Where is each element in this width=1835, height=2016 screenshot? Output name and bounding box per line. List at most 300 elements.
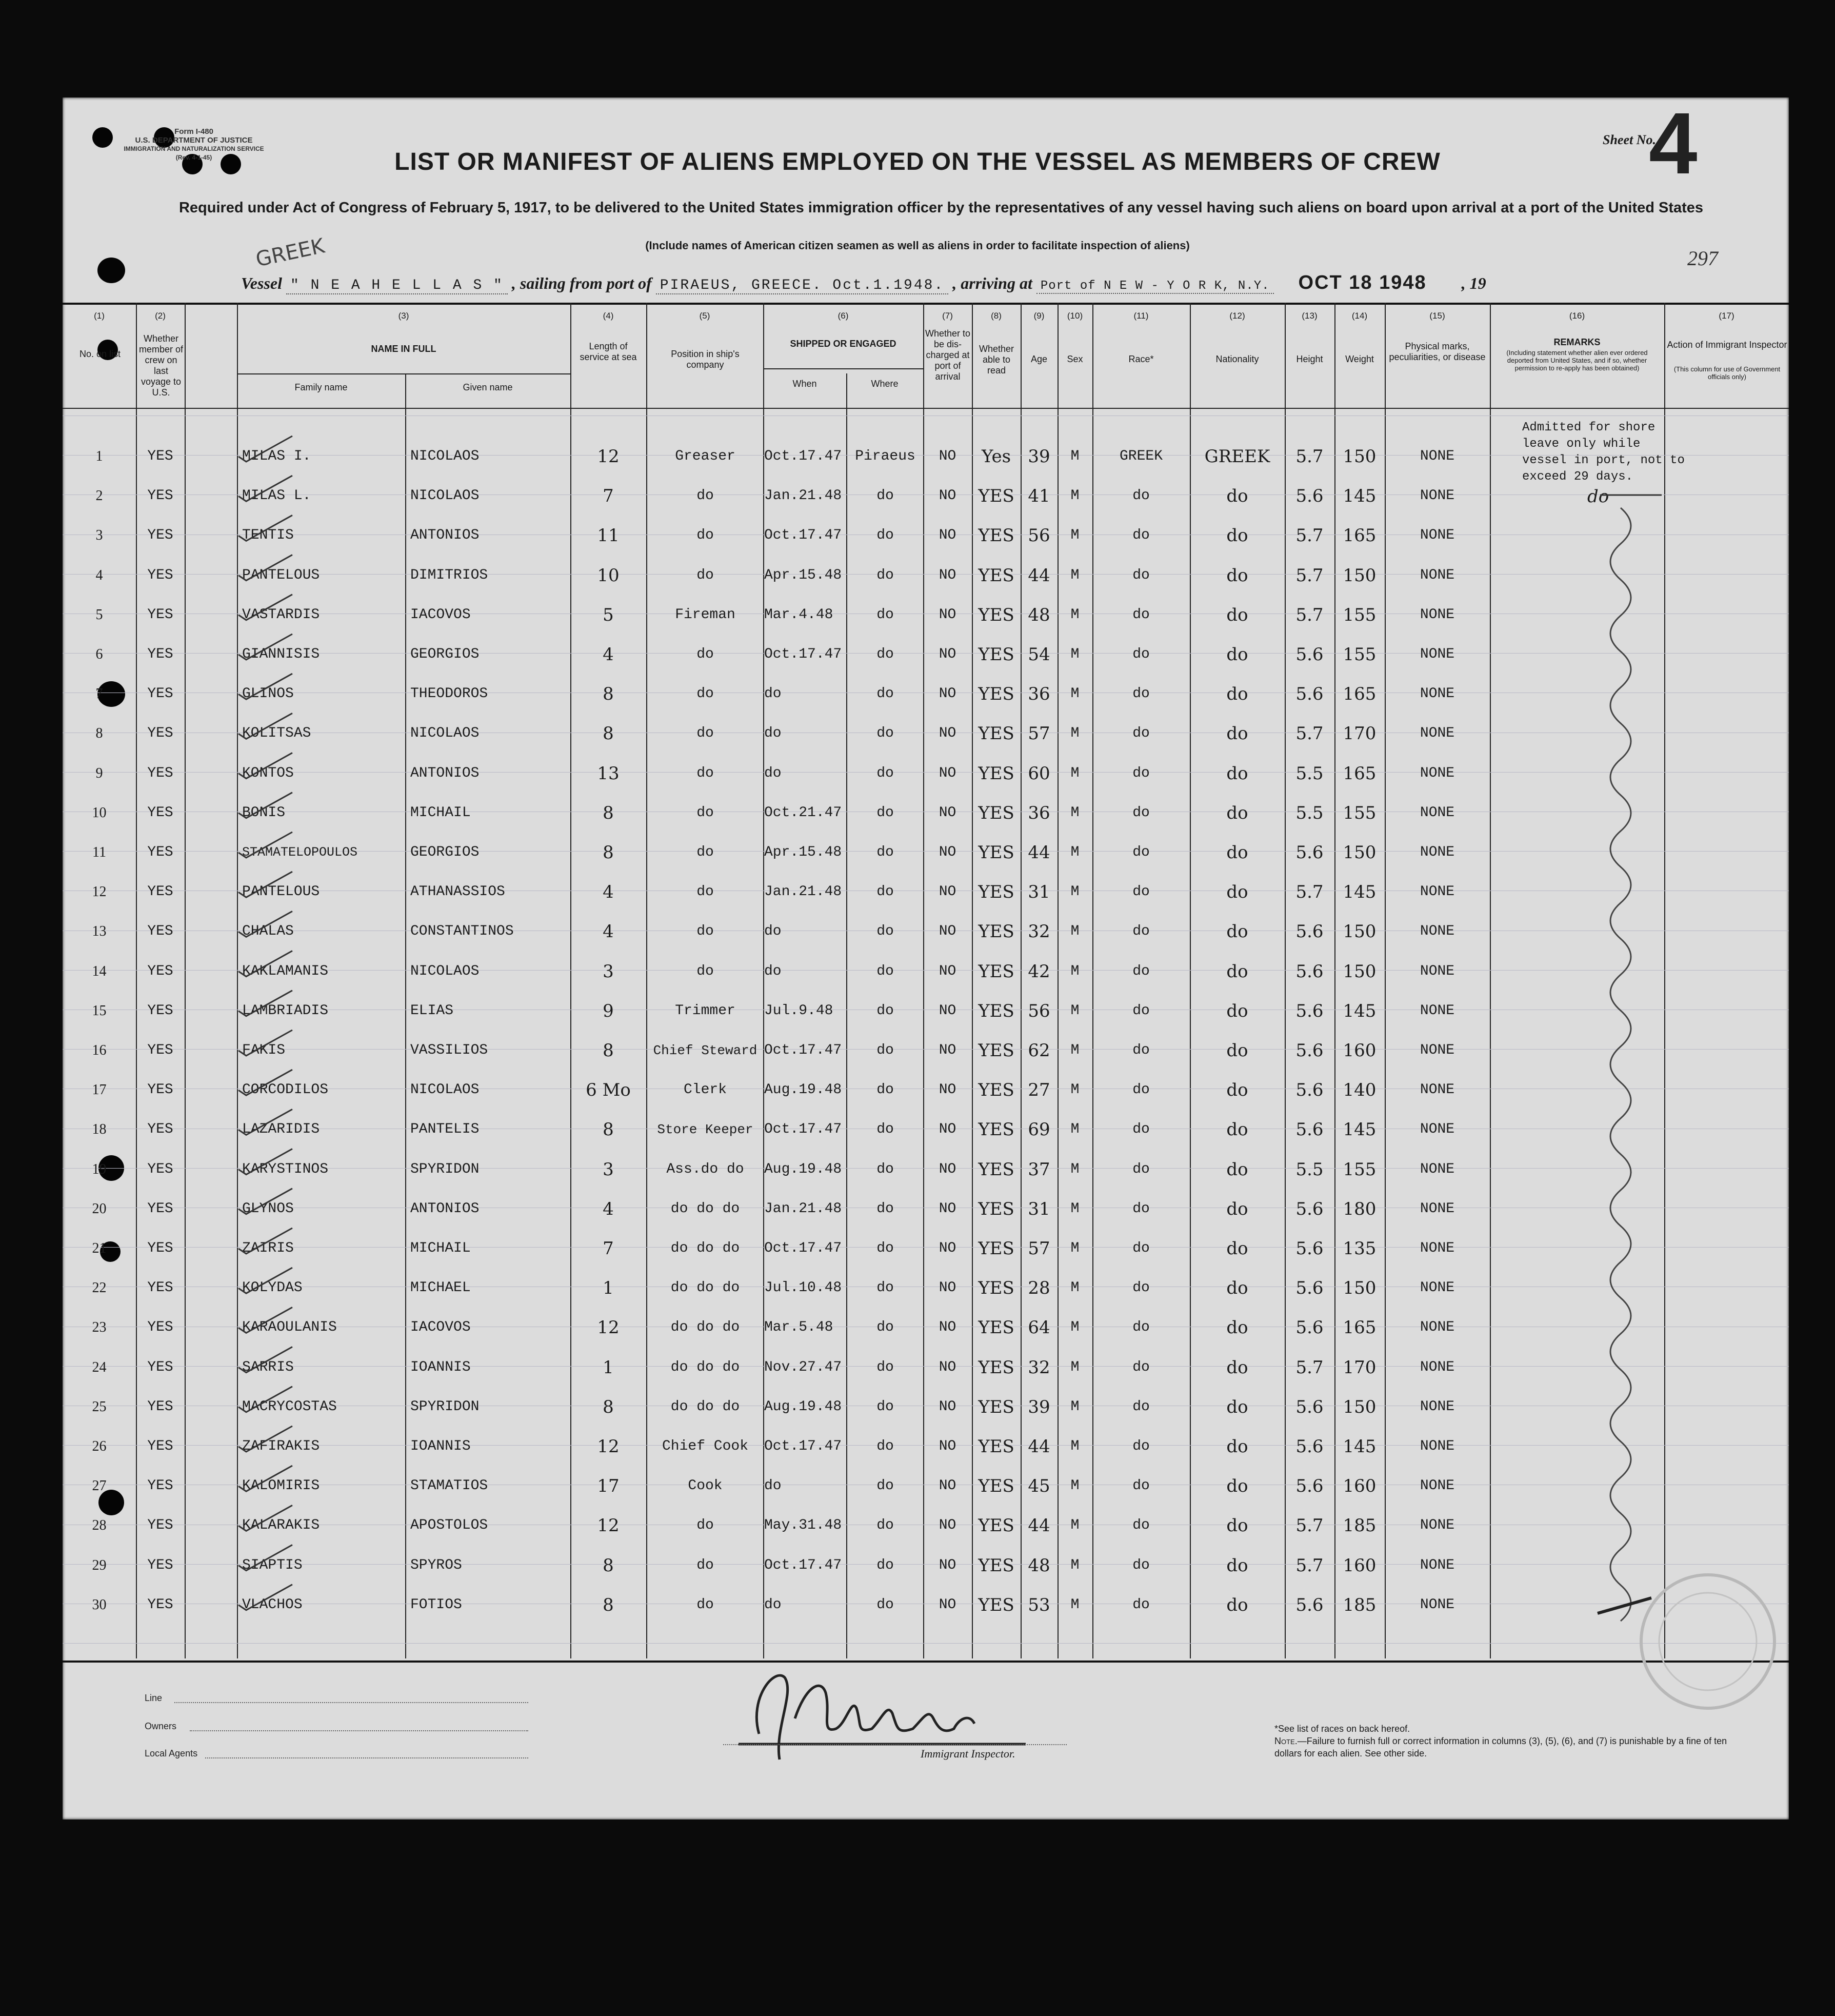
check-mark — [238, 1149, 292, 1175]
cell-last-voyage: YES — [147, 765, 173, 781]
cell-given-name: NICOLAOS — [410, 448, 480, 464]
cell-discharged: NO — [939, 804, 956, 821]
column-header-length-service: Length of service at sea — [580, 341, 637, 362]
column-header-c7-num: (7) — [942, 311, 953, 321]
cell-shipped-when: Aug.19.48 — [764, 1082, 842, 1098]
cell-last-voyage: YES — [147, 1082, 173, 1098]
cell-given-name: CONSTANTINOS — [410, 923, 514, 940]
cell-list-number: 1 — [95, 448, 103, 464]
column-header-height: Height — [1296, 354, 1323, 364]
cell-list-number: 6 — [95, 646, 103, 662]
cell-last-voyage: YES — [147, 567, 173, 583]
cell-able-to-read: YES — [978, 723, 1014, 744]
column-header-age: Age — [1030, 354, 1048, 364]
cell-discharged: NO — [939, 1319, 956, 1336]
cell-list-number: 18 — [92, 1121, 107, 1138]
cell-service-length: 8 — [603, 1594, 614, 1615]
cell-age: 57 — [1028, 723, 1050, 744]
cell-shipped-when: Oct.17.47 — [764, 1557, 842, 1573]
check-mark — [238, 951, 292, 977]
column-header-c10-num: (10) — [1067, 311, 1083, 321]
cell-list-number: 28 — [92, 1517, 107, 1534]
cell-able-to-read: YES — [978, 763, 1014, 784]
check-mark — [238, 832, 292, 858]
cell-position: do — [696, 884, 714, 900]
cell-family-name: GIANNISIS — [242, 646, 320, 662]
cell-given-name: SPYROS — [410, 1557, 462, 1573]
column-header-c9-num: (9) — [1033, 311, 1045, 321]
cell-given-name: THEODOROS — [410, 686, 488, 702]
cell-shipped-when: Jul.10.48 — [764, 1280, 842, 1296]
cell-shipped-where: do — [876, 1478, 894, 1494]
cell-race: do — [1132, 1398, 1150, 1415]
cell-list-number: 7 — [95, 686, 103, 702]
cell-height: 5.6 — [1295, 1317, 1324, 1338]
cell-list-number: 14 — [92, 963, 107, 979]
cell-height: 5.5 — [1295, 802, 1324, 823]
cell-age: 54 — [1028, 644, 1050, 665]
cell-service-length: 4 — [603, 1198, 614, 1219]
cell-height: 5.6 — [1295, 1000, 1324, 1021]
cell-family-name: KALOMIRIS — [242, 1478, 320, 1494]
remark-ditto: do — [1587, 486, 1609, 507]
check-mark — [238, 911, 292, 937]
cell-age: 32 — [1028, 1357, 1050, 1378]
cell-position: do — [696, 923, 714, 940]
cell-given-name: APOSTOLOS — [410, 1517, 488, 1534]
cell-shipped-when: Aug.19.48 — [764, 1161, 842, 1177]
cell-shipped-where: do — [876, 804, 894, 821]
cell-shipped-when: do — [764, 1478, 782, 1494]
cell-height: 5.6 — [1295, 1238, 1324, 1259]
cell-race: do — [1132, 804, 1150, 821]
column-header-no-on-list: No. on list — [79, 349, 121, 359]
cell-position: do — [696, 1557, 714, 1573]
cell-last-voyage: YES — [147, 686, 173, 702]
cell-shipped-where: do — [876, 725, 894, 742]
cell-shipped-when: do — [764, 725, 782, 742]
column-header-c17-num: (17) — [1719, 311, 1734, 321]
cell-nationality: do — [1226, 1555, 1248, 1576]
cell-given-name: STAMATIOS — [410, 1478, 488, 1494]
cell-service-length: 8 — [603, 1396, 614, 1417]
cell-given-name: IOANNIS — [410, 1438, 471, 1454]
cell-shipped-when: Oct.17.47 — [764, 527, 842, 544]
cell-height: 5.7 — [1295, 1357, 1324, 1378]
form-identifier: Form I-480 U.S. DEPARTMENT OF JUSTICE IMMIGRATION AND NATURALIZATION SERVICE (Rev. 4-1-45) — [124, 127, 264, 161]
cell-family-name: BONIS — [242, 804, 286, 821]
vessel-name: " N E A H E L L A S " — [286, 278, 508, 294]
column-header-action-sub: (This column for use of Government officials only) — [1673, 365, 1781, 381]
cell-weight: 150 — [1343, 961, 1377, 982]
cell-weight: 170 — [1343, 723, 1377, 744]
cell-physical-marks: NONE — [1420, 1517, 1455, 1534]
cell-sex: M — [1070, 527, 1080, 544]
cell-position: do do do — [670, 1359, 740, 1375]
cell-shipped-where: do — [876, 567, 894, 583]
cell-last-voyage: YES — [147, 963, 173, 979]
cell-list-number: 19 — [92, 1161, 107, 1177]
cell-position: do — [696, 1517, 714, 1534]
cell-able-to-read: YES — [978, 961, 1014, 982]
column-header-remarks: REMARKS — [1553, 337, 1601, 347]
cell-last-voyage: YES — [147, 1200, 173, 1217]
cell-family-name: KOLITSAS — [242, 725, 311, 742]
cell-physical-marks: NONE — [1420, 1557, 1455, 1573]
cell-position: do — [696, 725, 714, 742]
cell-shipped-where: do — [876, 1280, 894, 1296]
cell-physical-marks: NONE — [1420, 1240, 1455, 1256]
cell-height: 5.7 — [1295, 723, 1324, 744]
cell-race: do — [1132, 1161, 1150, 1177]
cell-position: do — [696, 765, 714, 781]
column-header-weight: Weight — [1345, 354, 1374, 364]
cell-weight: 165 — [1343, 684, 1377, 705]
cell-family-name: MILAS I. — [242, 448, 311, 464]
cell-age: 39 — [1028, 446, 1050, 467]
cell-position: do do do — [670, 1240, 740, 1256]
check-mark — [238, 991, 292, 1016]
cell-given-name: GEORGIOS — [410, 844, 480, 860]
cell-given-name: NICOLAOS — [410, 725, 480, 742]
cell-age: 53 — [1028, 1594, 1050, 1615]
cell-last-voyage: YES — [147, 1398, 173, 1415]
cell-weight: 150 — [1343, 842, 1377, 863]
cell-able-to-read: YES — [978, 1357, 1014, 1378]
cell-service-length: 12 — [597, 446, 620, 467]
cell-race: do — [1132, 488, 1150, 504]
cell-position: do — [696, 804, 714, 821]
cell-last-voyage: YES — [147, 1280, 173, 1296]
cell-age: 31 — [1028, 882, 1050, 903]
cell-position: Store Keeper — [657, 1122, 753, 1138]
cell-shipped-when: Jan.21.48 — [764, 884, 842, 900]
cell-list-number: 26 — [92, 1438, 107, 1454]
check-mark — [238, 1545, 292, 1571]
check-mark — [238, 1189, 292, 1214]
cell-family-name: LAMBRIADIS — [242, 1002, 329, 1019]
cell-nationality: do — [1226, 723, 1248, 744]
cell-service-length: 8 — [603, 842, 614, 863]
cell-list-number: 15 — [92, 1002, 107, 1019]
cell-race: do — [1132, 884, 1150, 900]
cell-shipped-where: do — [876, 1082, 894, 1098]
cell-list-number: 13 — [92, 923, 107, 940]
cell-shipped-where: do — [876, 963, 894, 979]
cell-discharged: NO — [939, 1280, 956, 1296]
cell-physical-marks: NONE — [1420, 1002, 1455, 1019]
port-from: PIRAEUS, GREECE. Oct.1.1948. — [656, 278, 948, 294]
immigrant-inspector-label: Immigrant Inspector. — [921, 1747, 1015, 1760]
cell-height: 5.6 — [1295, 961, 1324, 982]
cell-able-to-read: YES — [978, 565, 1014, 586]
remark-shore-leave: Admitted for shore leave only while vessel in port, not to exceed 29 days. — [1522, 421, 1685, 484]
cell-height: 5.7 — [1295, 446, 1324, 467]
column-header-race: Race* — [1128, 354, 1154, 364]
cell-shipped-where: do — [876, 1438, 894, 1454]
column-header-where: Where — [871, 379, 899, 389]
cell-discharged: NO — [939, 1240, 956, 1256]
cell-weight: 160 — [1343, 1555, 1377, 1576]
cell-shipped-where: do — [876, 1002, 894, 1019]
cell-service-length: 11 — [597, 525, 620, 546]
cell-family-name: PANTELOUS — [242, 567, 320, 583]
cell-family-name: SIAPTIS — [242, 1557, 303, 1573]
cell-service-length: 3 — [603, 1159, 614, 1180]
crew-table — [63, 303, 1789, 1663]
cell-weight: 170 — [1343, 1357, 1377, 1378]
column-header-c11-num: (11) — [1133, 311, 1149, 321]
cell-given-name: IACOVOS — [410, 606, 471, 623]
cell-shipped-when: May.31.48 — [764, 1517, 842, 1534]
cell-weight: 150 — [1343, 1396, 1377, 1417]
cell-position: Cook — [688, 1478, 723, 1494]
cell-list-number: 27 — [92, 1478, 107, 1494]
cell-family-name: KARAOULANIS — [242, 1319, 337, 1336]
cell-list-number: 24 — [92, 1359, 107, 1375]
cell-able-to-read: YES — [978, 1594, 1014, 1615]
cell-weight: 145 — [1343, 882, 1377, 903]
cell-able-to-read: YES — [978, 1080, 1014, 1101]
cell-family-name: STAMATELOPOULOS — [242, 845, 358, 860]
cell-age: 31 — [1028, 1198, 1050, 1219]
check-mark — [238, 1307, 292, 1333]
cell-physical-marks: NONE — [1420, 884, 1455, 900]
cell-physical-marks: NONE — [1420, 1398, 1455, 1415]
cell-last-voyage: YES — [147, 527, 173, 544]
cell-list-number: 5 — [95, 606, 103, 623]
cell-nationality: do — [1226, 1119, 1248, 1140]
cell-race: do — [1132, 1319, 1150, 1336]
cell-able-to-read: YES — [978, 684, 1014, 705]
cell-race: do — [1132, 1280, 1150, 1296]
cell-discharged: NO — [939, 686, 956, 702]
cell-race: do — [1132, 1438, 1150, 1454]
cell-nationality: do — [1226, 1278, 1248, 1299]
cell-height: 5.5 — [1295, 1159, 1324, 1180]
cell-given-name: GEORGIOS — [410, 646, 480, 662]
cell-shipped-when: Oct.21.47 — [764, 804, 842, 821]
cell-age: 45 — [1028, 1476, 1050, 1497]
cell-given-name: SPYRIDON — [410, 1398, 480, 1415]
cell-family-name: KOLYDAS — [242, 1280, 303, 1296]
sheet-number: 4 — [1649, 95, 1698, 192]
cell-height: 5.6 — [1295, 1198, 1324, 1219]
cell-service-length: 3 — [603, 961, 614, 982]
cell-service-length: 17 — [597, 1476, 620, 1497]
cell-given-name: FOTIOS — [410, 1596, 462, 1613]
cell-shipped-when: do — [764, 963, 782, 979]
cell-given-name: MICHAEL — [410, 1280, 471, 1296]
cell-sex: M — [1070, 1438, 1080, 1454]
cell-service-length: 8 — [603, 723, 614, 744]
cell-race: do — [1132, 725, 1150, 742]
cell-age: 44 — [1028, 1436, 1050, 1457]
cell-discharged: NO — [939, 1517, 956, 1534]
cell-height: 5.6 — [1295, 1396, 1324, 1417]
cell-nationality: do — [1226, 644, 1248, 665]
cell-list-number: 12 — [92, 884, 107, 900]
cell-sex: M — [1070, 765, 1080, 781]
cell-list-number: 3 — [95, 527, 103, 544]
cell-shipped-when: Oct.17.47 — [764, 646, 842, 662]
check-mark — [238, 1070, 292, 1095]
cell-position: Chief Steward — [653, 1043, 757, 1058]
column-header-c15-num: (15) — [1429, 311, 1445, 321]
cell-race: do — [1132, 1082, 1150, 1098]
cell-nationality: do — [1226, 961, 1248, 982]
check-mark — [238, 1109, 292, 1135]
column-header-given-name: Given name — [463, 382, 513, 392]
cell-physical-marks: NONE — [1420, 804, 1455, 821]
cell-shipped-where: do — [876, 646, 894, 662]
cell-given-name: VASSILIOS — [410, 1042, 488, 1058]
cell-service-length: 6 Mo — [586, 1080, 631, 1101]
column-header-remarks-sub: (Including statement whether alien ever ordered deported from United States, and if so, whether permission to re-apply has been obtained) — [1506, 349, 1648, 372]
cell-family-name: KAKLAMANIS — [242, 963, 329, 979]
cell-physical-marks: NONE — [1420, 765, 1455, 781]
cell-given-name: NICOLAOS — [410, 963, 480, 979]
cell-race: do — [1132, 1121, 1150, 1138]
cell-service-length: 4 — [603, 882, 614, 903]
cell-family-name: CHALAS — [242, 923, 294, 940]
column-header-c13-num: (13) — [1302, 311, 1318, 321]
cell-race: do — [1132, 923, 1150, 940]
cell-last-voyage: YES — [147, 804, 173, 821]
cell-physical-marks: NONE — [1420, 1596, 1455, 1613]
page-title: LIST OR MANIFEST OF ALIENS EMPLOYED ON THE VESSEL AS MEMBERS OF CREW — [394, 148, 1441, 175]
cell-service-length: 1 — [603, 1278, 614, 1299]
cell-sex: M — [1070, 963, 1080, 979]
column-header-action-inspector: Action of Immigrant Inspector — [1667, 340, 1787, 350]
cell-weight: 145 — [1343, 1119, 1377, 1140]
vessel-line: Vessel " N E A H E L L A S " , sailing from port of PIRAEUS, GREECE. Oct.1.1948. , arriving at Port of N E W - Y O R K, N.Y. OCT 18 1948 , 19 — [241, 272, 1486, 293]
cell-shipped-when: Aug.19.48 — [764, 1398, 842, 1415]
cell-last-voyage: YES — [147, 1359, 173, 1375]
cell-weight: 155 — [1343, 644, 1377, 665]
cell-family-name: TENTIS — [242, 527, 294, 544]
handwritten-annotation: GREEK — [253, 234, 327, 272]
cell-race: do — [1132, 1042, 1150, 1058]
cell-last-voyage: YES — [147, 1161, 173, 1177]
cell-service-length: 8 — [603, 1119, 614, 1140]
cell-shipped-when: Jan.21.48 — [764, 1200, 842, 1217]
cell-family-name: ZAIRIS — [242, 1240, 294, 1256]
cell-family-name: MILAS L. — [242, 488, 311, 504]
cell-nationality: GREEK — [1204, 446, 1270, 467]
cell-shipped-where: do — [876, 488, 894, 504]
cell-race: do — [1132, 1240, 1150, 1256]
column-header-c2-num: (2) — [155, 311, 166, 321]
cell-sex: M — [1070, 686, 1080, 702]
cell-last-voyage: YES — [147, 884, 173, 900]
cell-position: do — [696, 488, 714, 504]
cell-physical-marks: NONE — [1420, 1121, 1455, 1138]
check-mark — [238, 595, 292, 620]
cell-shipped-where: do — [876, 844, 894, 860]
cell-physical-marks: NONE — [1420, 923, 1455, 940]
cell-sex: M — [1070, 1002, 1080, 1019]
cell-able-to-read: YES — [978, 1238, 1014, 1259]
cell-age: 28 — [1028, 1278, 1050, 1299]
cell-shipped-when: Oct.17.47 — [764, 448, 842, 464]
cell-position: do — [696, 527, 714, 544]
cell-discharged: NO — [939, 1002, 956, 1019]
cell-nationality: do — [1226, 882, 1248, 903]
check-mark — [238, 674, 292, 699]
cell-nationality: do — [1226, 1159, 1248, 1180]
cell-list-number: 23 — [92, 1319, 107, 1336]
cell-able-to-read: YES — [978, 802, 1014, 823]
cell-age: 64 — [1028, 1317, 1050, 1338]
port-to: Port of N E W - Y O R K, N.Y. — [1036, 279, 1274, 294]
cell-position: Ass.do do — [666, 1161, 744, 1177]
cell-service-length: 12 — [597, 1436, 620, 1457]
cell-shipped-when: Oct.17.47 — [764, 1240, 842, 1256]
cell-able-to-read: YES — [978, 1040, 1014, 1061]
cell-height: 5.6 — [1295, 921, 1324, 942]
column-header-name-in-full: NAME IN FULL — [371, 344, 436, 354]
cell-list-number: 9 — [95, 765, 103, 781]
check-mark — [238, 872, 292, 897]
cell-nationality: do — [1226, 1000, 1248, 1021]
cell-physical-marks: NONE — [1420, 488, 1455, 504]
cell-height: 5.6 — [1295, 1436, 1324, 1457]
subtitle: Required under Act of Congress of February 5, 1917, to be delivered to the United States immigration officer by the representatives of any vessel having such aliens on board upon arrival at a port of the United States — [178, 200, 1704, 216]
cell-shipped-when: Jul.9.48 — [764, 1002, 833, 1019]
cell-position: do do do — [670, 1398, 740, 1415]
cell-age: 44 — [1028, 1515, 1050, 1536]
cell-age: 37 — [1028, 1159, 1050, 1180]
cell-shipped-when: Mar.4.48 — [764, 606, 833, 623]
cell-able-to-read: YES — [978, 1555, 1014, 1576]
cell-position: Greaser — [675, 448, 735, 464]
cell-family-name: FAKIS — [242, 1042, 286, 1058]
cell-sex: M — [1070, 804, 1080, 821]
cell-nationality: do — [1226, 1476, 1248, 1497]
cell-age: 36 — [1028, 802, 1050, 823]
cell-service-length: 9 — [603, 1000, 614, 1021]
check-mark — [238, 1347, 292, 1373]
cell-discharged: NO — [939, 646, 956, 662]
cell-weight: 155 — [1343, 802, 1377, 823]
cell-height: 5.7 — [1295, 1515, 1324, 1536]
cell-service-length: 8 — [603, 1555, 614, 1576]
check-mark — [238, 1228, 292, 1254]
cell-position: do — [696, 646, 714, 662]
cell-nationality: do — [1226, 604, 1248, 625]
cell-family-name: ZAFIRAKIS — [242, 1438, 320, 1454]
cell-race: do — [1132, 606, 1150, 623]
cell-service-length: 7 — [603, 1238, 614, 1259]
cell-position: do — [696, 567, 714, 583]
cell-nationality: do — [1226, 802, 1248, 823]
cell-list-number: 16 — [92, 1042, 107, 1058]
cell-last-voyage: YES — [147, 1517, 173, 1534]
cell-physical-marks: NONE — [1420, 1042, 1455, 1058]
sheet-label: Sheet No. — [1603, 132, 1656, 147]
cell-service-length: 7 — [603, 486, 614, 507]
cell-discharged: NO — [939, 1121, 956, 1138]
cell-last-voyage: YES — [147, 646, 173, 662]
cell-service-length: 8 — [603, 802, 614, 823]
cell-list-number: 22 — [92, 1280, 107, 1296]
cell-given-name: IACOVOS — [410, 1319, 471, 1336]
punch-hole — [97, 258, 125, 283]
cell-race: do — [1132, 963, 1150, 979]
cell-nationality: do — [1226, 1198, 1248, 1219]
cell-nationality: do — [1226, 525, 1248, 546]
